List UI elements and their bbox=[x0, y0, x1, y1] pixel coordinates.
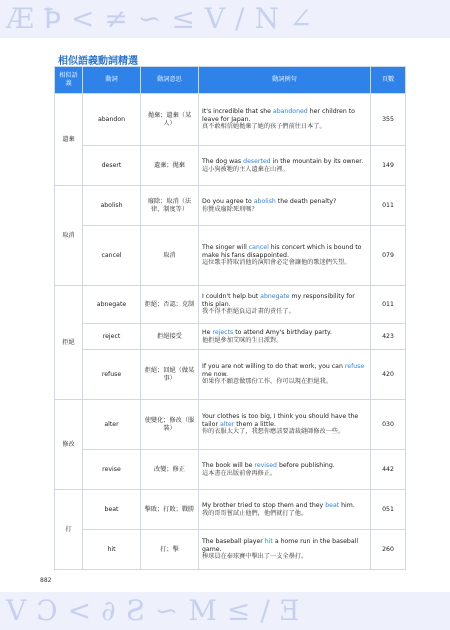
example-cell bbox=[199, 286, 371, 324]
highlight-word: abolish bbox=[253, 197, 276, 205]
highlight-word: hit bbox=[264, 537, 273, 545]
page-cell: 051 bbox=[371, 490, 406, 530]
example-cell bbox=[199, 94, 371, 146]
highlight-word: rejects bbox=[212, 328, 234, 336]
example-zh: 棒球員在奉球賽中擊出了一支全壘打。 bbox=[202, 553, 308, 561]
example-en: My brother tried to stop them and they beat him. bbox=[202, 501, 355, 509]
highlight-word: beat bbox=[325, 501, 340, 509]
example-zh: 我不得不拒絕負這計畫的責任了。 bbox=[202, 308, 295, 316]
vocab-table bbox=[54, 66, 406, 570]
highlight-word: cancel bbox=[248, 243, 269, 251]
page-cell: 149 bbox=[371, 146, 406, 186]
table-row bbox=[55, 350, 406, 400]
example-en: If you are not willing to do that work, you can refuse me now. bbox=[202, 362, 365, 378]
table-row bbox=[55, 286, 406, 324]
verb-cell: revise bbox=[83, 450, 141, 490]
example-en: The book will be revised before publishing. bbox=[202, 461, 335, 469]
page-cell: 423 bbox=[371, 324, 406, 350]
highlight-word: abandoned bbox=[272, 107, 308, 115]
page-cell: 011 bbox=[371, 186, 406, 226]
table-row bbox=[55, 186, 406, 226]
example-cell bbox=[199, 450, 371, 490]
example-en: The singer will cancel his concert which is bound to make his fans disappointed. bbox=[202, 243, 362, 259]
example-cell bbox=[199, 490, 371, 530]
verb-cell: abolish bbox=[83, 186, 141, 226]
verb-cell: desert bbox=[83, 146, 141, 186]
verb-cell: hit bbox=[83, 530, 141, 570]
highlight-word: deserted bbox=[243, 157, 271, 165]
table-row bbox=[55, 146, 406, 186]
table-row bbox=[55, 94, 406, 146]
meaning-cell: 拒絕；否認；克制 bbox=[141, 286, 199, 324]
table-header-row bbox=[55, 67, 406, 94]
example-zh: 真不敢相信她拋棄了她的孩子們前往日本了。 bbox=[202, 123, 326, 131]
example-zh: 這本書在出版前會再修正。 bbox=[202, 469, 277, 477]
example-cell bbox=[199, 146, 371, 186]
page-cell: 260 bbox=[371, 530, 406, 570]
example-cell bbox=[199, 400, 371, 450]
example-zh: 我的哥哥嘗試止他們，他們就打了他。 bbox=[202, 509, 308, 517]
table-row bbox=[55, 226, 406, 286]
example-en: I couldn't help but abnegate my responsibility for this plan. bbox=[202, 292, 355, 308]
header-example: 動詞例句 bbox=[199, 67, 371, 94]
highlight-word: refuse bbox=[344, 362, 365, 370]
top-decor-band bbox=[0, 0, 450, 38]
example-cell bbox=[199, 530, 371, 570]
example-en: The dog was deserted in the mountain by its owner. bbox=[202, 157, 364, 165]
meaning-cell: 廢除；取消（法律、制度等） bbox=[141, 186, 199, 226]
table-row bbox=[55, 324, 406, 350]
example-zh: 如果你不願意做那份工作，你可以現在拒絕我。 bbox=[202, 378, 332, 386]
decor-letters: VƆ<∂Ƨ∽M≤∕Ǝ bbox=[6, 594, 311, 627]
header-category: 相似語義 bbox=[55, 67, 83, 94]
header-meaning: 動詞意思 bbox=[141, 67, 199, 94]
verb-cell: abandon bbox=[83, 94, 141, 146]
example-cell bbox=[199, 226, 371, 286]
meaning-cell: 拒絕接受 bbox=[141, 324, 199, 350]
meaning-cell: 拋棄；遺棄（某人） bbox=[141, 94, 199, 146]
example-en: The baseball player hit a home run in the baseball game. bbox=[202, 537, 359, 553]
meaning-cell: 遺棄；拋棄 bbox=[141, 146, 199, 186]
example-cell bbox=[199, 324, 371, 350]
verb-cell: refuse bbox=[83, 350, 141, 400]
highlight-word: revised bbox=[254, 461, 277, 469]
page-cell: 420 bbox=[371, 350, 406, 400]
bottom-decor-band bbox=[0, 592, 450, 630]
highlight-word: alter bbox=[219, 420, 235, 428]
page-cell: 030 bbox=[371, 400, 406, 450]
verb-cell: alter bbox=[83, 400, 141, 450]
example-en: Your clothes is too big, I think you should have the tailor alter them a little. bbox=[202, 412, 359, 428]
meaning-cell: 打；擊 bbox=[141, 530, 199, 570]
example-en: He rejects to attend Amy's birthday party. bbox=[202, 328, 332, 336]
verb-cell: abnegate bbox=[83, 286, 141, 324]
example-zh: 這小狗被牠的主人遺棄在山裡。 bbox=[202, 165, 289, 173]
meaning-cell: 使變化；修改（服裝） bbox=[141, 400, 199, 450]
verb-cell: reject bbox=[83, 324, 141, 350]
table-row bbox=[55, 490, 406, 530]
page-number: 882 bbox=[40, 577, 52, 584]
page-cell: 011 bbox=[371, 286, 406, 324]
example-cell bbox=[199, 350, 371, 400]
page-cell: 442 bbox=[371, 450, 406, 490]
category-cell: 拒絕 bbox=[55, 286, 83, 400]
example-zh: 他拒絕參加艾咪的生日派對。 bbox=[202, 336, 283, 344]
header-page: 頁數 bbox=[371, 67, 406, 94]
table-row bbox=[55, 450, 406, 490]
page-cell: 079 bbox=[371, 226, 406, 286]
table-row bbox=[55, 530, 406, 570]
verb-cell: beat bbox=[83, 490, 141, 530]
example-zh: 你的衣服太大了，我想你應該要請裁縫師修改一些。 bbox=[202, 428, 345, 436]
page-cell: 355 bbox=[371, 94, 406, 146]
category-cell: 打 bbox=[55, 490, 83, 570]
category-cell: 修改 bbox=[55, 400, 83, 490]
example-zh: 這位歌手將取消他的演唱會必定會讓他的歌迷們失望。 bbox=[202, 259, 351, 267]
verb-cell: cancel bbox=[83, 226, 141, 286]
example-en: It's incredible that she abandoned her children to leave for Japan. bbox=[202, 107, 355, 123]
highlight-word: abnegate bbox=[260, 292, 290, 300]
meaning-cell: 拒絕；回絕（做某事） bbox=[141, 350, 199, 400]
meaning-cell: 擊敗；打敗；戰勝 bbox=[141, 490, 199, 530]
meaning-cell: 改變；修正 bbox=[141, 450, 199, 490]
category-cell: 取消 bbox=[55, 186, 83, 286]
decor-letters: ÆꝤ<≠∽≤V/N∠ bbox=[6, 2, 323, 35]
example-en: Do you agree to abolish the death penalty? bbox=[202, 197, 337, 205]
header-verb: 動詞 bbox=[83, 67, 141, 94]
meaning-cell: 取消 bbox=[141, 226, 199, 286]
category-cell: 遺棄 bbox=[55, 94, 83, 186]
table-row bbox=[55, 400, 406, 450]
page-title: 相似語義動詞精選 bbox=[58, 56, 138, 67]
example-zh: 你贊成廢除死刑嗎？ bbox=[202, 205, 258, 213]
example-cell bbox=[199, 186, 371, 226]
